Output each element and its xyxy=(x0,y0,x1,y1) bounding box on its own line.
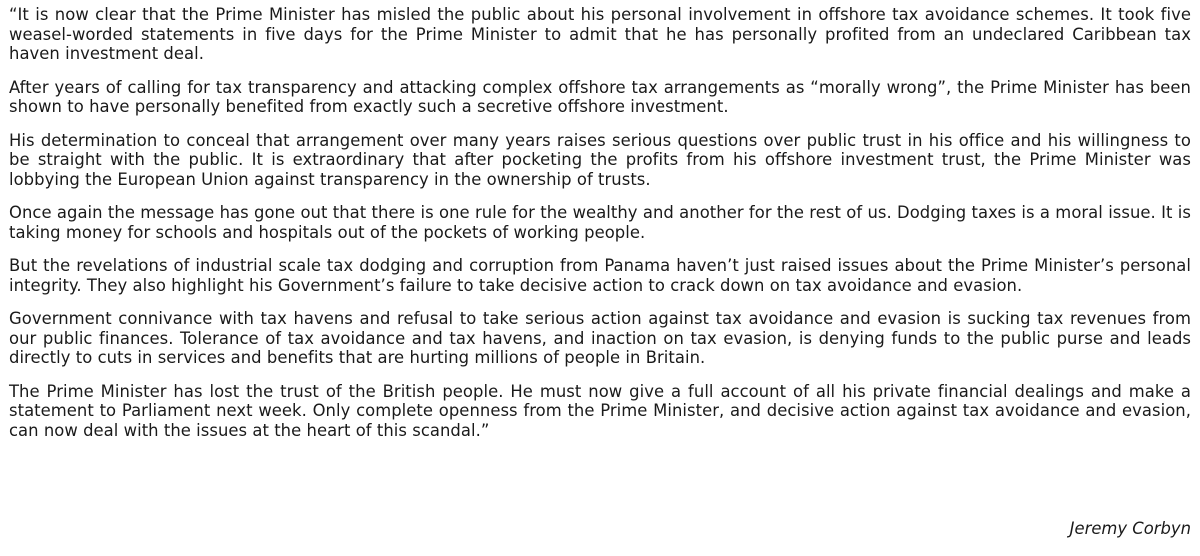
paragraph-5: But the revelations of industrial scale tax dodging and corruption from Panama haven’t just raised issues about the Prime Minister’s personal integrity. They also highlight his Government’s failure to take decisive action to crack down on tax avoidance and evasion. xyxy=(9,256,1191,295)
paragraph-2: After years of calling for tax transparency and attacking complex offshore tax arrangements as “morally wrong”, the Prime Minister has been shown to have personally benefited from exactly such a secretive offshore investment. xyxy=(9,77,1191,116)
paragraph-1: “It is now clear that the Prime Minister has misled the public about his personal involvement in offshore tax avoidance schemes. It took five weasel-worded statements in five days for the Prime Minister to admit that he has personally profited from an undeclared Caribbean tax haven investment deal. xyxy=(9,5,1191,63)
paragraph-3: His determination to conceal that arrangement over many years raises serious questions over public trust in his office and his willingness to be straight with the public. It is extraordinary that after pocketing the profits from his offshore investment trust, the Prime Minister was lobbying the European Union against transparency in the ownership of trusts. xyxy=(9,130,1191,189)
paragraph-4: Once again the message has gone out that there is one rule for the wealthy and another for the rest of us. Dodging taxes is a moral issue. It is taking money for schools and hospitals out of the pockets of working people. xyxy=(9,203,1191,242)
paragraph-6: Government connivance with tax havens and refusal to take serious action against tax avoidance and evasion is sucking tax revenues from our public finances. Tolerance of tax avoidance and tax havens, and inaction on tax evasion, is denying funds to the public purse and leads directly to cuts in services and benefits that are hurting millions of people in Britain. xyxy=(9,309,1191,367)
paragraph-7: The Prime Minister has lost the trust of the British people. He must now give a full account of all his private financial dealings and make a statement to Parliament next week. Only complete openness from the Prime Minister, and decisive action against tax avoidance and evasion, can now deal with the issues at the heart of this scandal.” xyxy=(9,381,1191,440)
signature: Jeremy Corbyn xyxy=(1069,519,1191,538)
statement-body xyxy=(9,5,1191,440)
